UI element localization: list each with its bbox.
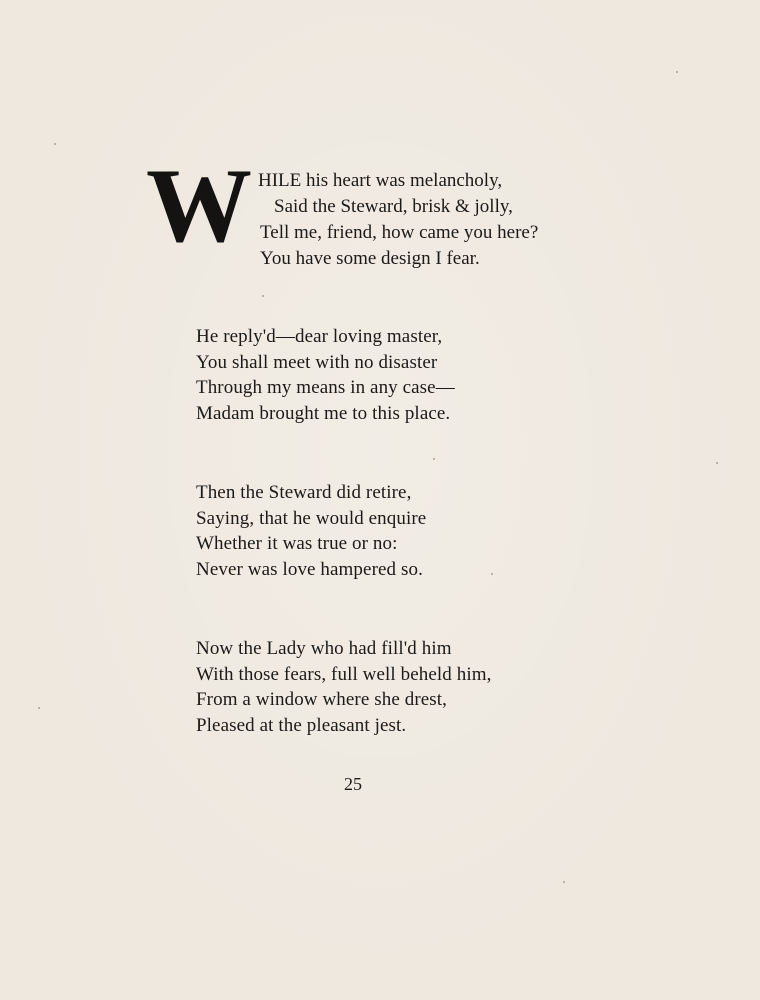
paper-speck: [38, 707, 40, 709]
stanza-3: [196, 480, 426, 582]
stanza-4: [196, 636, 491, 738]
drop-cap-initial: W: [146, 147, 246, 264]
verse-line: Saying, that he would enquire: [196, 507, 427, 529]
verse-line: From a window where she drest,: [196, 689, 448, 710]
verse-line: He reply'd—dear loving master,: [196, 326, 443, 347]
verse-line: With those fears, full well beheld him,: [196, 663, 492, 685]
verse-line: Through my means in any case—: [196, 377, 455, 398]
verse-line: Never was love hampered so.: [196, 558, 423, 580]
verse-line: Now the Lady who had fill'd him: [196, 638, 452, 659]
paper-speck: [54, 143, 56, 145]
verse-line: You shall meet with no disaster: [196, 351, 438, 373]
verse-line: Whether it was true or no:: [196, 533, 398, 554]
paper-speck: [491, 573, 493, 575]
page-number: 25: [344, 774, 362, 794]
paper-speck: [433, 458, 435, 460]
verse-line: Tell me, friend, how came you here?: [260, 222, 539, 243]
stanza-1: [258, 168, 538, 272]
verse-line: Said the Steward, brisk & jolly,: [274, 196, 513, 217]
verse-line: Madam brought me to this place.: [196, 402, 451, 424]
paper-speck: [563, 881, 565, 883]
verse-line: Then the Steward did retire,: [196, 482, 412, 503]
paper-speck: [716, 462, 718, 464]
paper-speck: [262, 295, 264, 297]
verse-line: Pleased at the pleasant jest.: [196, 714, 407, 736]
verse-line: HILE his heart was melancholy,: [258, 170, 503, 191]
verse-line: You have some design I fear.: [260, 248, 480, 269]
paper-speck: [676, 71, 678, 73]
stanza-2: [196, 324, 455, 426]
